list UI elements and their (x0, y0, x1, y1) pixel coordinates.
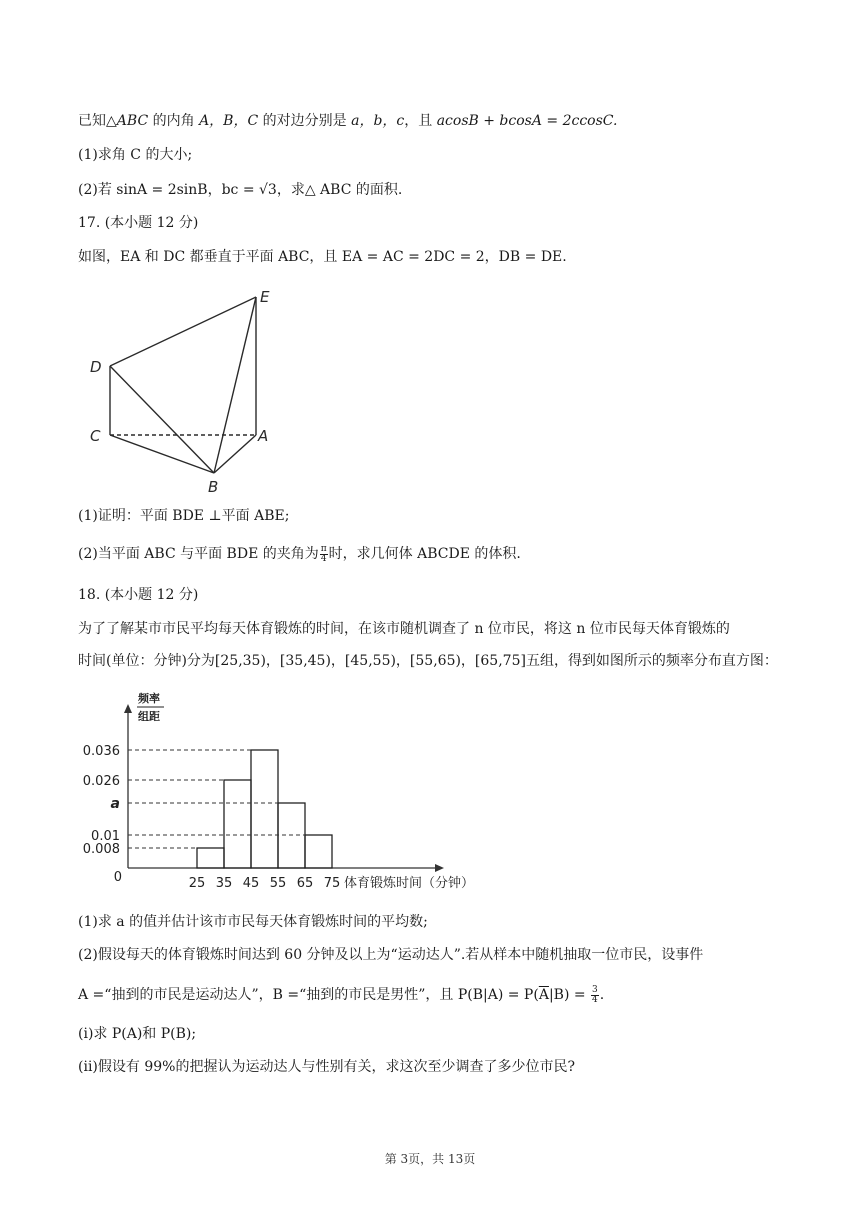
q16-intro-text: 的内角 (152, 113, 195, 129)
q17-part1: (1)证明：平面 BDE ⊥平面 ABE; (78, 508, 290, 524)
histogram-bar (251, 750, 278, 868)
y-axis-label-denominator: 组距 (138, 710, 160, 723)
q17-intro: 如图，EA 和 DC 都垂直于平面 ABC，且 EA = AC = 2DC = 2，DB = DE. (78, 249, 567, 265)
q17-geometry-figure (82, 284, 282, 496)
y-tick-label: 0.036 (82, 744, 120, 759)
label-C: C (90, 427, 101, 445)
q16-intro (78, 111, 617, 131)
fraction-numerator: 3 (592, 984, 598, 995)
label-B: B (208, 478, 219, 496)
q17-header: 17. (本小题 12 分) (78, 215, 199, 231)
origin-label: 0 (113, 870, 122, 885)
fraction-denominator: 4 (592, 994, 598, 1005)
x-tick-label: 75 (323, 876, 341, 891)
a-complement: $\overline{A}$ (538, 987, 549, 1003)
y-axis-arrow (124, 704, 132, 713)
q18-header: 18. (本小题 12 分) (78, 587, 199, 603)
edge-DE (110, 297, 256, 366)
label-E: E (260, 288, 270, 306)
histogram-bar (197, 848, 224, 868)
y-tick-label: 0.01 (91, 829, 120, 844)
histogram-chart (78, 688, 538, 898)
q17-part2-text: (2)当平面 ABC 与平面 BDE 的夹角为 (78, 546, 319, 562)
x-tick-label: 35 (215, 876, 233, 891)
q18-part3-text: . (599, 987, 605, 1003)
edge-EB (214, 297, 256, 473)
histogram-bar (305, 835, 332, 868)
edge-CB (110, 435, 214, 473)
q18-part2: (2)假设每天的体育锻炼时间达到 60 分钟及以上为“运动达人”.若从样本中随机抽取一位市民，设事件 (78, 947, 704, 963)
q16-side-vars: a，b，c (351, 113, 405, 129)
x-axis-arrow (435, 864, 444, 872)
q18-part3 (78, 985, 604, 1005)
q16-intro-text: ，且 (404, 113, 433, 129)
three-quarters-fraction (591, 986, 599, 1005)
fraction-numerator: π (320, 543, 327, 554)
q18-line1: 为了了解某市市民平均每天体育锻炼的时间，在该市随机调查了 n 位市民，将这 n 位市民每天体育锻炼的 (78, 621, 730, 637)
q16-part2: (2)若 sinA = 2sinB，bc = √3，求△ ABC 的面积. (78, 182, 403, 198)
x-tick-label: 55 (269, 876, 287, 891)
x-tick-label: 25 (188, 876, 206, 891)
q18-part3-text: A =“抽到的市民是运动达人”，B =“抽到的市民是男性”，且 P(B|A) = P( (78, 987, 539, 1003)
y-tick-label: a (110, 796, 120, 812)
y-tick-label: 0.008 (82, 842, 120, 857)
y-axis-label-numerator: 频率 (138, 692, 160, 705)
q18-part3-text: |B) = (548, 987, 586, 1003)
q17-part2-text: 时，求几何体 ABCDE 的体积. (328, 546, 521, 562)
q17-part2 (78, 544, 521, 564)
q16-intro-text: 的对边分别是 (262, 113, 347, 129)
q18-sub-i: (ⅰ)求 P(A)和 P(B); (78, 1026, 197, 1042)
q16-triangle-name: ABC (116, 113, 149, 129)
label-A: A (258, 427, 269, 445)
edge-DB (110, 366, 214, 473)
histogram-bar (224, 780, 251, 868)
y-tick-label: 0.026 (82, 774, 120, 789)
q18-sub-ii: (ⅱ)假设有 99%的把握认为运动达人与性别有关，求这次至少调查了多少位市民? (78, 1059, 575, 1075)
q18-part1: (1)求 a 的值并估计该市市民每天体育锻炼时间的平均数; (78, 914, 428, 930)
x-tick-label: 65 (296, 876, 314, 891)
edge-AB (214, 435, 256, 473)
x-axis-label: 体育锻炼时间（分钟） (344, 876, 475, 891)
q16-equation: acosB + bcosA = 2ccosC. (436, 113, 618, 129)
q18-line2: 时间(单位：分钟)分为[25,35)，[35,45)，[45,55)，[55,65)，[65,75]五组，得到如图所示的频率分布直方图： (78, 653, 778, 669)
fraction-denominator: 4 (320, 553, 327, 564)
pi-over-4-fraction (320, 545, 328, 564)
q16-angle-vars: A，B，C (199, 113, 259, 129)
label-D: D (90, 358, 102, 376)
page-footer: 第 3页，共 13页 (384, 1152, 476, 1166)
x-tick-label: 45 (242, 876, 260, 891)
q16-part1: (1)求角 C 的大小; (78, 147, 193, 163)
q16-intro-text: 已知△ (78, 113, 117, 129)
